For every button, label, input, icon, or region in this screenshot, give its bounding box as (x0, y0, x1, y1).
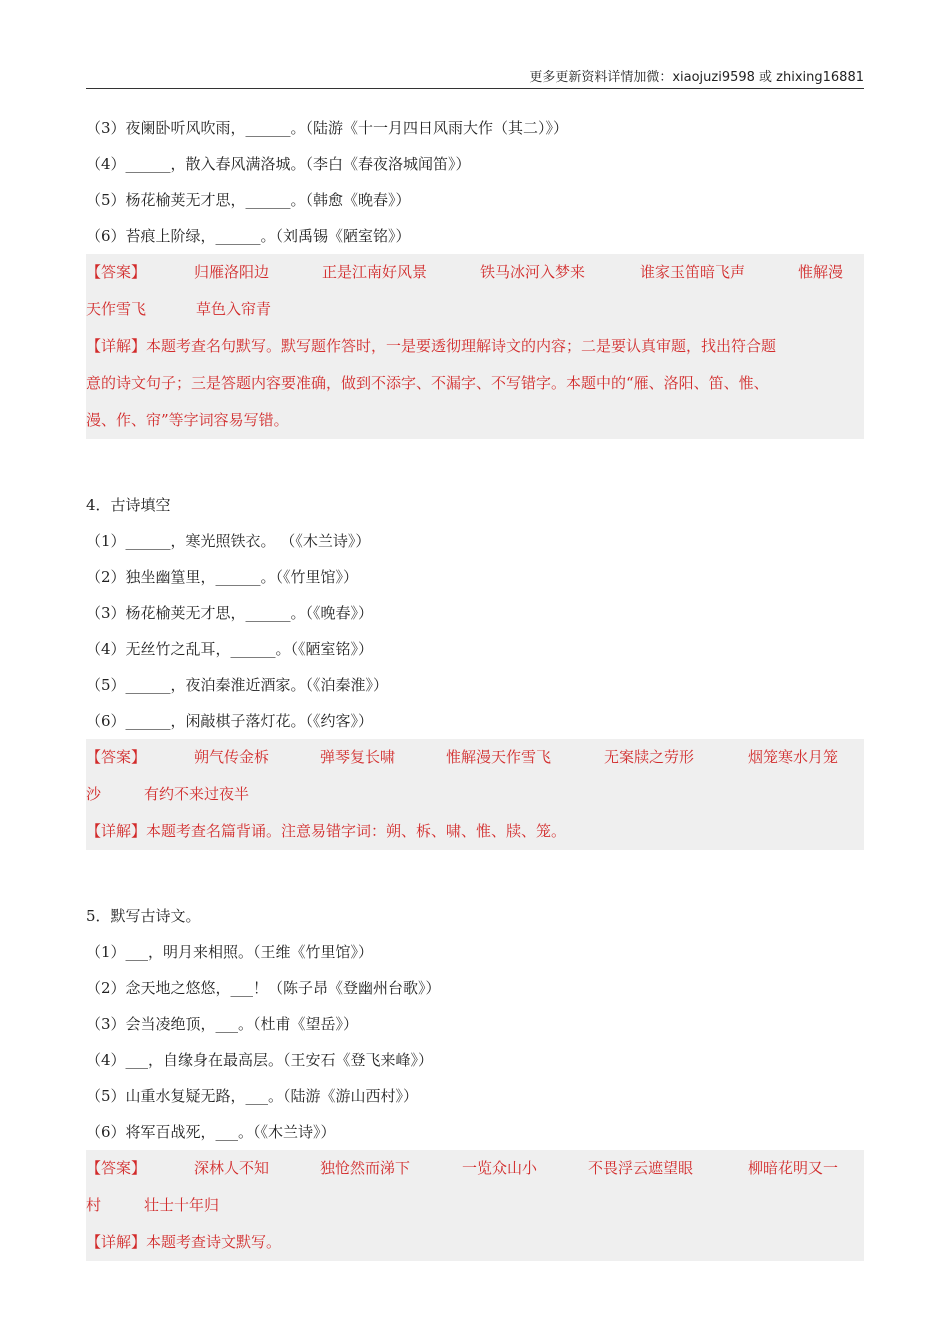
answer-item: 铁马冰河入梦来 (480, 263, 586, 281)
answer-tag: 【答案】 (86, 1159, 147, 1177)
answer-item: 朔气传金柝 (194, 748, 270, 766)
fill-item: （4）___，自缘身在最高层。（王安石《登飞来峰》） (86, 1051, 434, 1069)
fill-item: （5）山重水复疑无路，___。（陆游《游山西村》） (86, 1087, 419, 1105)
fill-item: （5）杨花榆荚无才思，______。（韩愈《晚春》） (86, 191, 411, 209)
answer-line (86, 776, 864, 813)
answer-line (86, 291, 864, 328)
detail-line: 漫、作、帘”等字词容易写错。 (86, 411, 289, 429)
detail-text: 本题考查名句默写。默写题作答时，一是要透彻理解诗文的内容；二是要认真审题，找出符合题 (146, 337, 777, 355)
fill-item: （1）___，明月来相照。（王维《竹里馆》） (86, 943, 374, 961)
fill-item: （3）杨花榆荚无才思，______。（《晚春》） (86, 604, 374, 622)
detail-tag: 【详解】 (86, 337, 147, 355)
answer-item: 深林人不知 (194, 1159, 270, 1177)
answer-line (86, 254, 864, 291)
question-4-items (86, 523, 864, 739)
fill-item: （5）______，夜泊秦淮近酒家。（《泊秦淮》） (86, 676, 389, 694)
answer-tag: 【答案】 (86, 263, 147, 281)
answer-item: 不畏浮云遮望眼 (588, 1159, 694, 1177)
fill-item: （6）______，闲敲棋子落灯花。（《约客》） (86, 712, 374, 730)
answer-line (86, 1150, 864, 1187)
detail-line (86, 813, 864, 850)
fill-item: （3）夜阑卧听风吹雨，______。（陆游《十一月四日风雨大作（其二）》） (86, 119, 569, 137)
answer-item: 谁家玉笛暗飞声 (640, 263, 746, 281)
detail-text: 本题考查名篇背诵。注意易错字词：朔、柝、啸、惟、牍、笼。 (146, 822, 567, 840)
detail-tag: 【详解】 (86, 1233, 147, 1251)
header-divider (86, 88, 864, 89)
question-3-items (86, 110, 864, 254)
answer-item: 烟笼寒水月笼 (748, 748, 839, 766)
fill-item: （2）念天地之悠悠，___！（陈子昂《登幽州台歌》） (86, 979, 441, 997)
fill-item: （4）无丝竹之乱耳，______。（《陋室铭》） (86, 640, 374, 658)
answer-item: 柳暗花明又一 (748, 1159, 839, 1177)
answer-block-q3 (86, 254, 864, 439)
answer-item: 惟解漫天作雪飞 (446, 748, 552, 766)
detail-line (86, 328, 864, 365)
answer-item: 一览众山小 (462, 1159, 538, 1177)
answer-item: 弹琴复长啸 (320, 748, 396, 766)
answer-item: 天作雪飞 (86, 300, 147, 318)
fill-item: （1）______，寒光照铁衣。 （《木兰诗》） (86, 532, 371, 550)
answer-item: 归雁洛阳边 (194, 263, 270, 281)
answer-item: 无案牍之劳形 (604, 748, 695, 766)
detail-text: 本题考查诗文默写。 (146, 1233, 282, 1251)
fill-item: （4）______，散入春风满洛城。（李白《春夜洛城闻笛》） (86, 155, 471, 173)
answer-line (86, 1187, 864, 1224)
fill-item: （6）将军百战死，___。（《木兰诗》） (86, 1123, 336, 1141)
answer-line (86, 739, 864, 776)
page-header: 更多更新资料详情加微：xiaojuzi9598 或 zhixing16881 (529, 70, 864, 85)
answer-item: 惟解漫 (798, 263, 844, 281)
answer-item: 有约不来过夜半 (144, 785, 250, 803)
question-5-title: 5．默写古诗文。 (86, 907, 201, 925)
question-5-items (86, 934, 864, 1150)
detail-line: 意的诗文句子；三是答题内容要准确，做到不添字、不漏字、不写错字。本题中的“雁、洛阳、笛、惟、 (86, 374, 769, 392)
answer-item: 沙 (86, 785, 102, 803)
fill-item: （6）苔痕上阶绿，______。（刘禹锡《陋室铭》） (86, 227, 411, 245)
detail-line (86, 1224, 864, 1261)
answer-block-q4 (86, 739, 864, 850)
fill-item: （2）独坐幽篁里，______。（《竹里馆》） (86, 568, 359, 586)
answer-item: 独怆然而涕下 (320, 1159, 411, 1177)
answer-item: 草色入帘青 (196, 300, 272, 318)
answer-item: 壮士十年归 (144, 1196, 220, 1214)
answer-block-q5 (86, 1150, 864, 1261)
answer-item: 正是江南好风景 (322, 263, 428, 281)
answer-tag: 【答案】 (86, 748, 147, 766)
document-body (86, 110, 864, 1261)
fill-item: （3）会当凌绝顶，___。（杜甫《望岳》） (86, 1015, 359, 1033)
question-4-title: 4．古诗填空 (86, 496, 171, 514)
detail-tag: 【详解】 (86, 822, 147, 840)
answer-item: 村 (86, 1196, 102, 1214)
